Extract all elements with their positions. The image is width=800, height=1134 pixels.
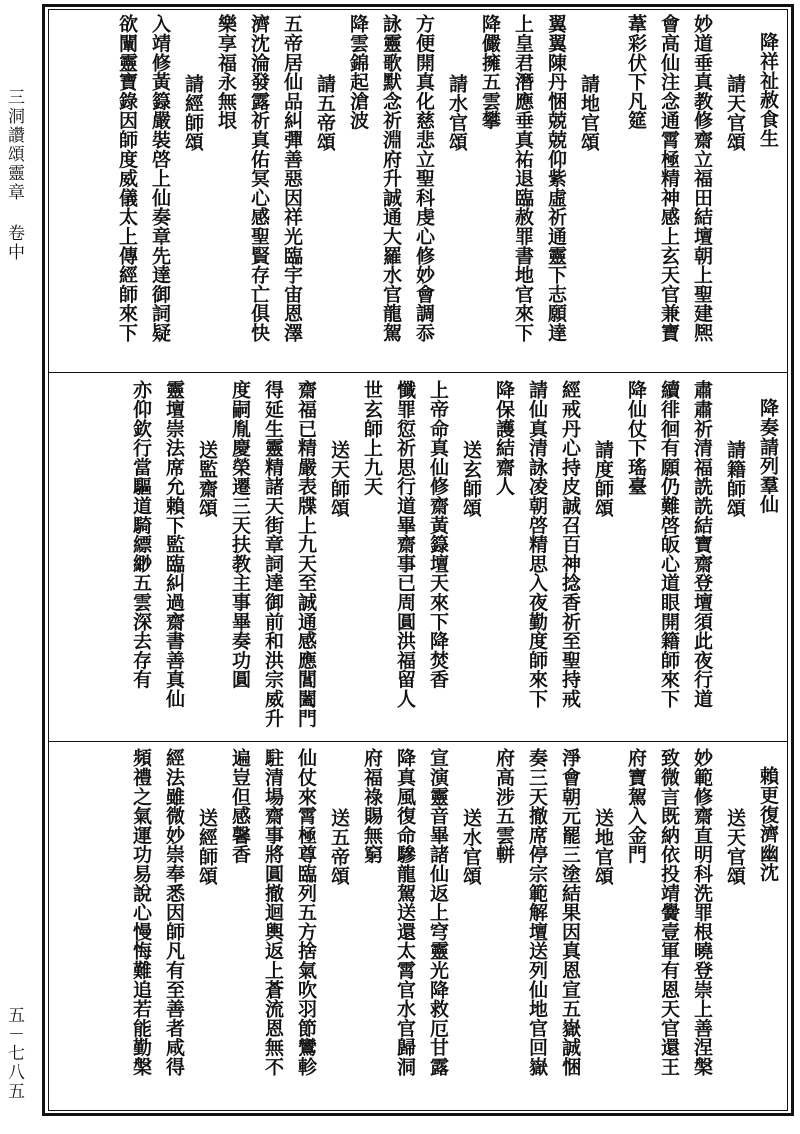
text-column: 府高涉五雲軿 bbox=[493, 748, 515, 864]
continued-line: 降祥祉赦食生 bbox=[757, 32, 779, 148]
text-column: 請仙真清詠凌朝啓精思入夜勤度師來下 bbox=[526, 380, 548, 709]
text-column: 欲闡靈寶錄因師度威儀太上傳經師來下 bbox=[116, 14, 138, 343]
text-column: 續徘徊有願仍難啓皈心道眼開籍師來下 bbox=[658, 380, 680, 709]
text-column: 駐清場齋事將圓撤迴輿返上蒼流恩無不 bbox=[262, 748, 284, 1077]
text-column: 宣演靈音畢諸仙返上穹靈光降救厄甘露 bbox=[427, 748, 449, 1077]
verse-heading: 送地官頌 bbox=[592, 808, 614, 886]
verse-heading: 請地官頌 bbox=[578, 74, 600, 152]
text-column: 翼翼陳丹悃兢兢仰紫虛祈通靈下志願達 bbox=[545, 14, 567, 343]
text-column: 世玄師上九天 bbox=[361, 380, 383, 496]
text-column: 懺罪愆祈思行道畢齋事已周圓洪福留人 bbox=[394, 380, 416, 709]
text-register-top bbox=[52, 14, 784, 368]
text-column: 降保護結齋人 bbox=[493, 380, 515, 496]
text-column: 淨會朝元罷三塗結果因真恩宣五嶽誠悃 bbox=[559, 748, 581, 1077]
verse-heading: 送天官頌 bbox=[724, 808, 746, 886]
text-column: 入靖修黃籙嚴裝啓上仙奏章先達御詞疑 bbox=[149, 14, 171, 343]
text-column: 樂享福永無垠 bbox=[215, 14, 237, 130]
text-column: 致微言既納依投靖黌壹軍有恩天官還王 bbox=[658, 748, 680, 1077]
continued-line: 賴更復濟幽沈 bbox=[757, 766, 779, 882]
text-column: 濟沈淪發露祈真佑冥心感聖賢存亡俱快 bbox=[248, 14, 270, 343]
text-column: 經戒丹心持皮誠召百神捻香祈至聖持戒 bbox=[559, 380, 581, 709]
text-column: 妙範修齋直明科洗罪根曉登崇上善涅槃 bbox=[691, 748, 713, 1077]
text-column: 五帝居仙品糾彈善惡因祥光臨宇宙恩澤 bbox=[281, 14, 303, 343]
text-column: 頻禮之氣運功易說心慢悔難追若能勤槃 bbox=[130, 748, 152, 1077]
text-column: 府寶駕入金門 bbox=[625, 748, 647, 864]
text-column: 度嗣胤慶榮遷三天扶教主事畢奏功圓 bbox=[229, 380, 251, 689]
verse-heading: 請經師頌 bbox=[182, 74, 204, 152]
margin-page-number: 五－七八五 bbox=[4, 1006, 24, 1101]
text-column: 降儼擁五雲攀 bbox=[479, 14, 501, 130]
verse-heading: 請五帝頌 bbox=[314, 74, 336, 152]
column-spacer bbox=[605, 14, 619, 368]
verse-heading: 送水官頌 bbox=[460, 808, 482, 886]
verse-heading: 請天官頌 bbox=[724, 74, 746, 152]
text-column: 上皇君潛應垂真祐退臨赦罪書地官來下 bbox=[512, 14, 534, 343]
text-column: 齋福已精嚴表牒上九天至誠通感應閶闔門 bbox=[295, 380, 317, 728]
verse-heading: 送經師頌 bbox=[196, 808, 218, 886]
text-register-middle bbox=[52, 380, 784, 736]
text-column: 亦仰欽行當驅道騎縹緲五雲深去存有 bbox=[130, 380, 152, 689]
panel-divider bbox=[48, 741, 788, 742]
text-column: 詠靈歌默念祈淵府升誠通大羅水官龍駕 bbox=[380, 14, 402, 343]
margin-book-title: 三洞讚頌靈章 卷中 bbox=[4, 88, 24, 262]
verse-heading: 請度師頌 bbox=[592, 440, 614, 518]
text-column: 仙仗來霄極尊臨列五方捨氣吹羽節鸞軫 bbox=[295, 748, 317, 1077]
text-column: 得延生靈精諸天街章詞達御前和洪宗威升 bbox=[262, 380, 284, 728]
text-column: 降真風復命驂龍駕送還太霄官水官歸洞 bbox=[394, 748, 416, 1077]
text-column: 葦彩伏下凡筵 bbox=[625, 14, 647, 130]
verse-heading: 送五帝頌 bbox=[328, 808, 350, 886]
text-column: 府福祿賜無窮 bbox=[361, 748, 383, 864]
text-column: 靈壇崇法席允賴下監臨糾過齋書善真仙 bbox=[163, 380, 185, 709]
text-column: 上帝命真仙修齋黃籙壇天來下降焚香 bbox=[427, 380, 449, 689]
panel-divider bbox=[48, 372, 788, 373]
text-column: 經法雖微妙崇奉悉因師凡有至善者咸得 bbox=[163, 748, 185, 1077]
verse-heading: 送監齋頌 bbox=[196, 440, 218, 518]
continued-line: 降奏請列羣仙 bbox=[757, 398, 779, 514]
text-column: 奏三天撤席停宗範解壇送列仙地官回嶽 bbox=[526, 748, 548, 1077]
text-column: 妙道垂真教修齋立福田結壇朝上聖建熈 bbox=[691, 14, 713, 343]
verse-heading: 請籍師頌 bbox=[724, 440, 746, 518]
verse-heading: 請水官頌 bbox=[446, 74, 468, 152]
verse-heading: 送天師頌 bbox=[328, 440, 350, 518]
text-register-bottom bbox=[52, 748, 784, 1106]
text-column: 降仙仗下瑤臺 bbox=[625, 380, 647, 496]
text-column: 會高仙注念通霄極精神感上玄天官兼寶 bbox=[658, 14, 680, 343]
text-column: 肅肅祈清福詵詵結寶齋登壇須此夜行道 bbox=[691, 380, 713, 709]
text-column: 遍豈但感馨香 bbox=[229, 748, 251, 864]
verse-heading: 送玄師頌 bbox=[460, 440, 482, 518]
text-column: 降雲錦起滄波 bbox=[347, 14, 369, 130]
text-column: 方便開真化慈悲立聖科虔心修妙會調忝 bbox=[413, 14, 435, 343]
